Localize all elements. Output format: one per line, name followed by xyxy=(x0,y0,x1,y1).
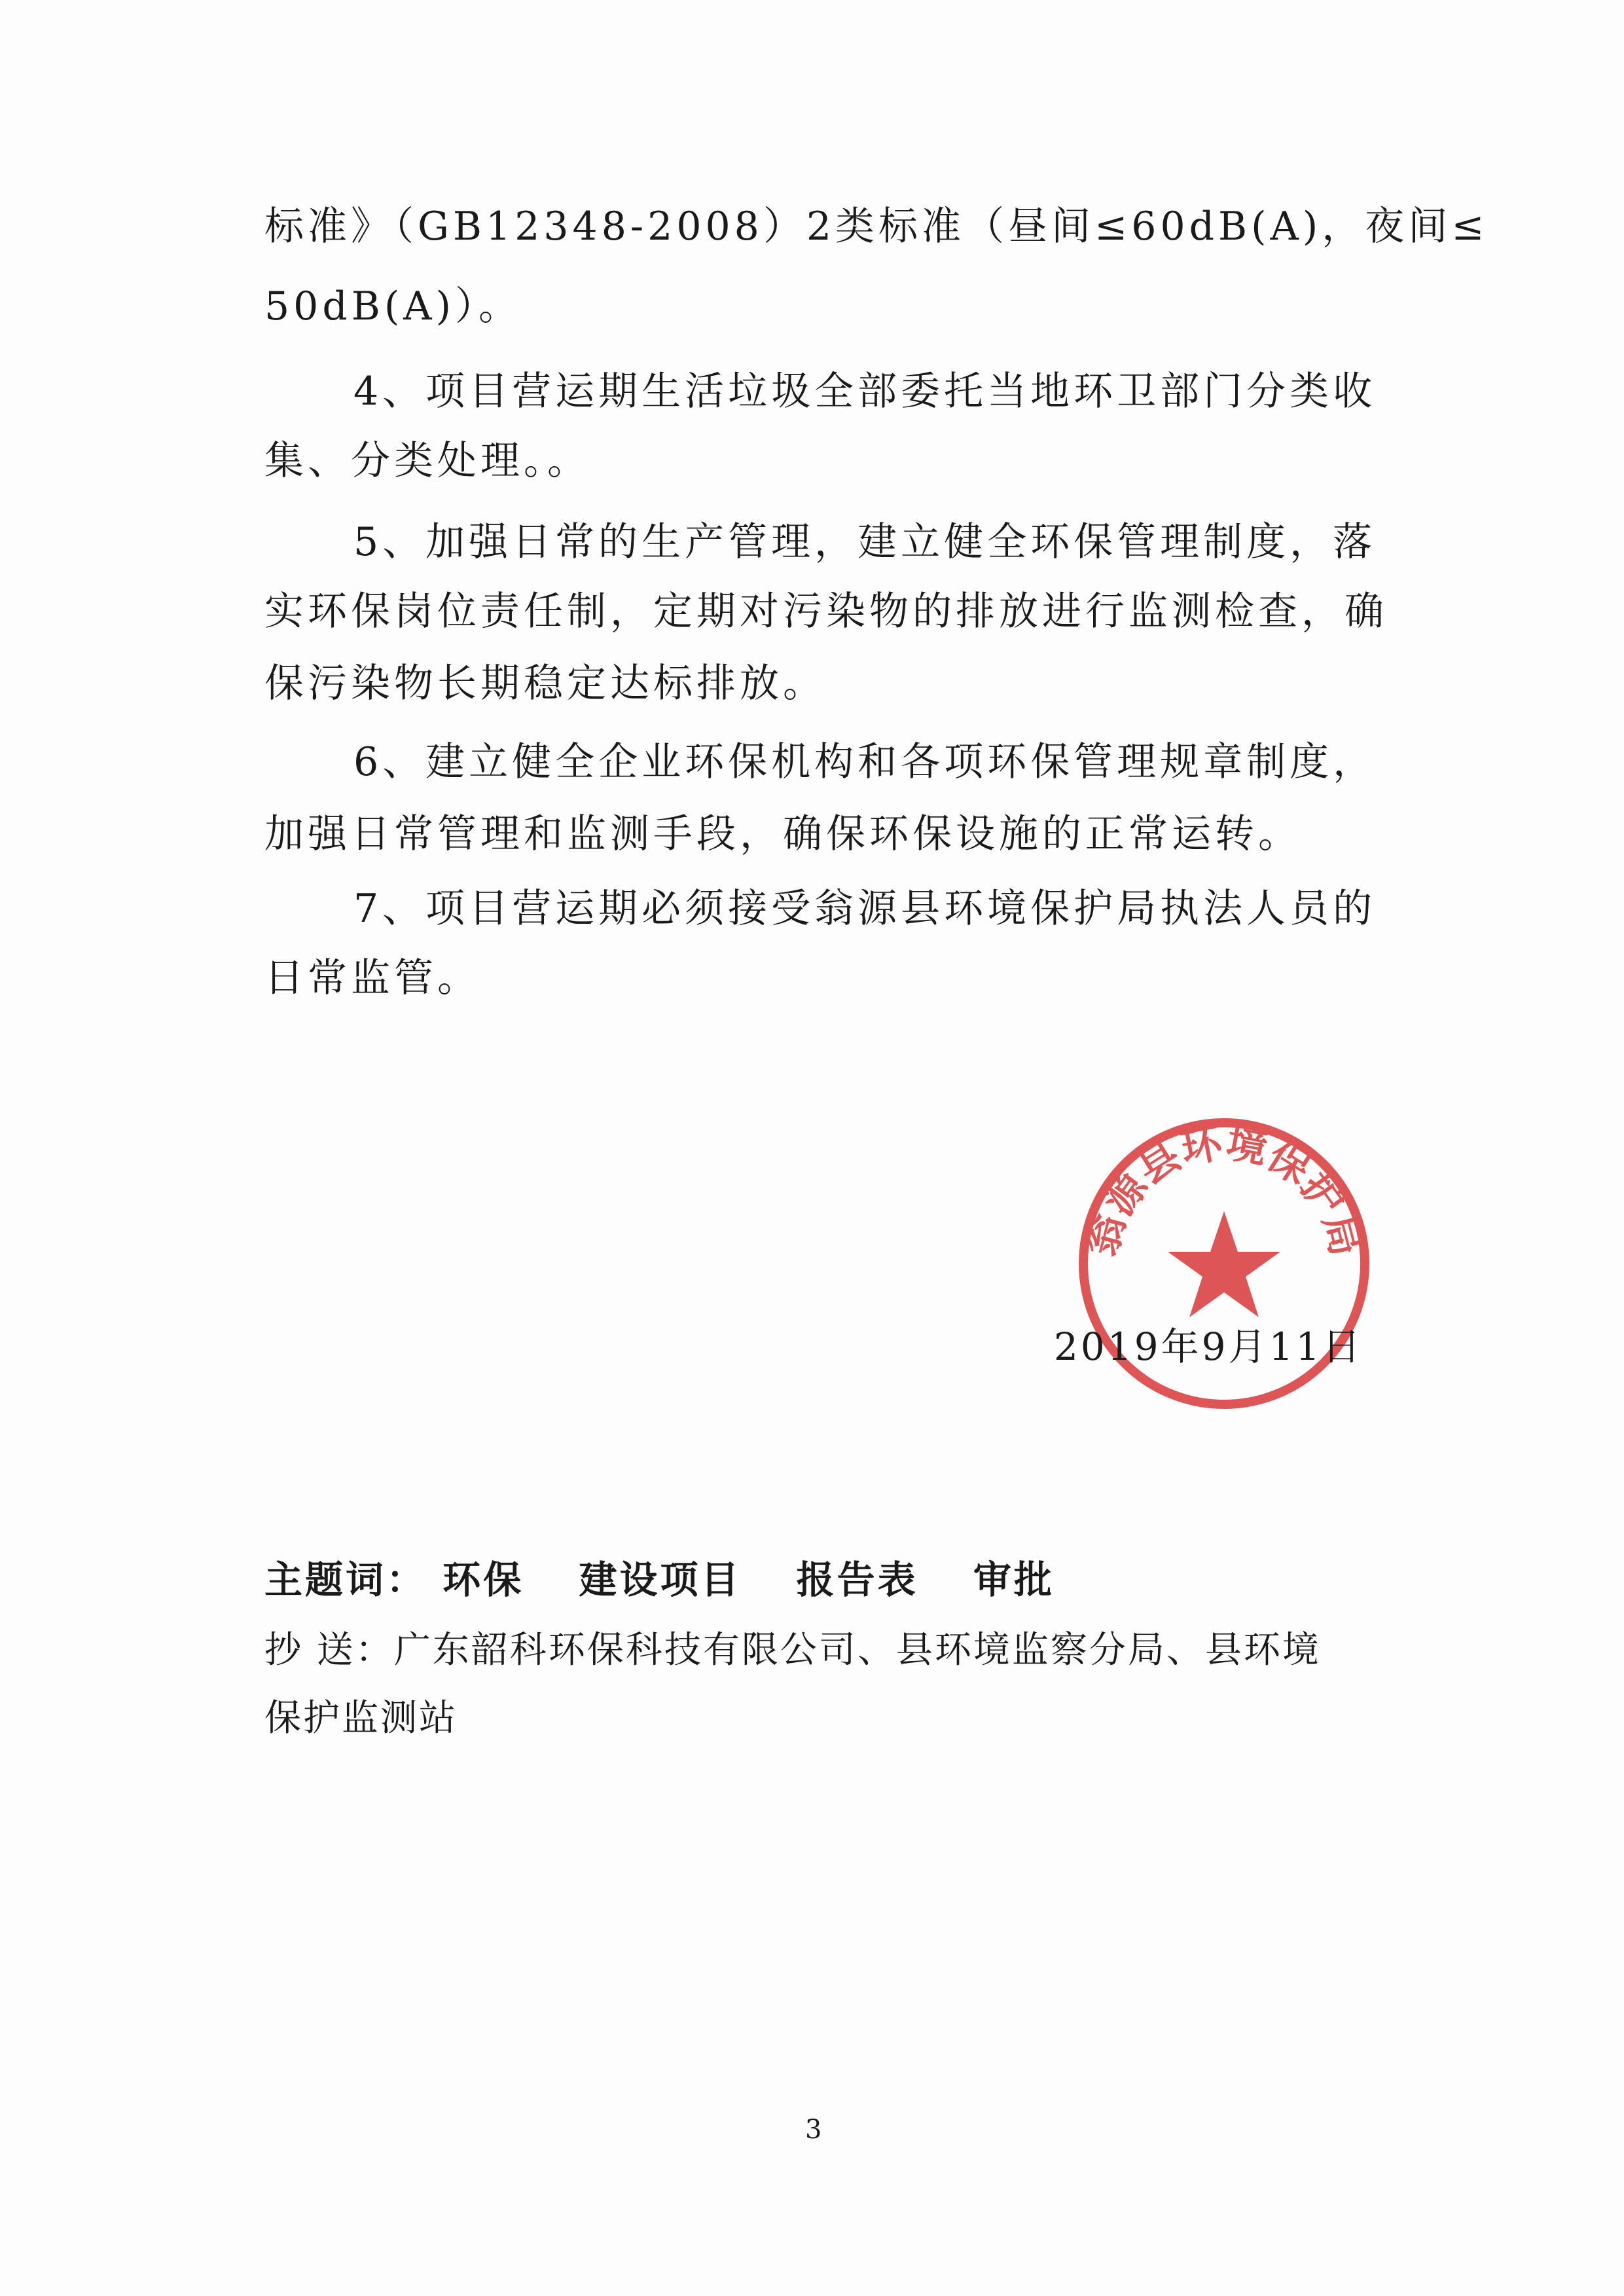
body-line-7: 保污染物长期稳定达标排放。 xyxy=(264,661,826,706)
document-date: 2019年9月11日 xyxy=(1054,1324,1363,1369)
keywords-label: 主题词： xyxy=(264,1558,427,1602)
body-line-8: 6、建立健全企业环保机构和各项环保管理规章制度， xyxy=(353,739,1377,785)
body-line-11: 日常监管。 xyxy=(264,955,480,1001)
seal-star-icon xyxy=(1168,1211,1280,1317)
body-line-2: 50dB(A)）。 xyxy=(264,283,522,329)
page-number: 3 xyxy=(805,2115,822,2145)
body-line-10: 7、项目营运期必须接受翁源县环境保护局执法人员的 xyxy=(353,886,1377,932)
body-line-4: 集、分类处理。。 xyxy=(264,438,590,484)
keyword-item: 审批 xyxy=(973,1558,1055,1602)
cc-label: 抄 送： xyxy=(264,1629,394,1671)
keyword-item: 报告表 xyxy=(796,1558,918,1602)
keyword-item: 建设项目 xyxy=(579,1558,742,1602)
seal-text: 翁源县环境保护局 xyxy=(1077,1118,1371,1261)
cc-line-2: 保护监测站 xyxy=(264,1697,458,1740)
keyword-item: 环保 xyxy=(442,1558,524,1602)
body-line-3: 4、项目营运期生活垃圾全部委托当地环卫部门分类收 xyxy=(353,369,1377,414)
keywords-line xyxy=(264,1549,1094,1604)
cc-line-1 xyxy=(264,1621,1321,1673)
body-line-1: 标准》（GB12348-2008）2类标准（昼间≤60dB(A)，夜间≤ xyxy=(264,204,1489,249)
body-line-9: 加强日常管理和监测手段，确保环保设施的正常运转。 xyxy=(264,811,1301,857)
cc-recipients-1: 广东韶科环保科技有限公司、县环境监察分局、县环境 xyxy=(393,1629,1321,1671)
body-line-5: 5、加强日常的生产管理，建立健全环保管理制度，落 xyxy=(353,519,1377,565)
body-line-6: 实环保岗位责任制，定期对污染物的排放进行监测检查，确 xyxy=(264,589,1388,634)
